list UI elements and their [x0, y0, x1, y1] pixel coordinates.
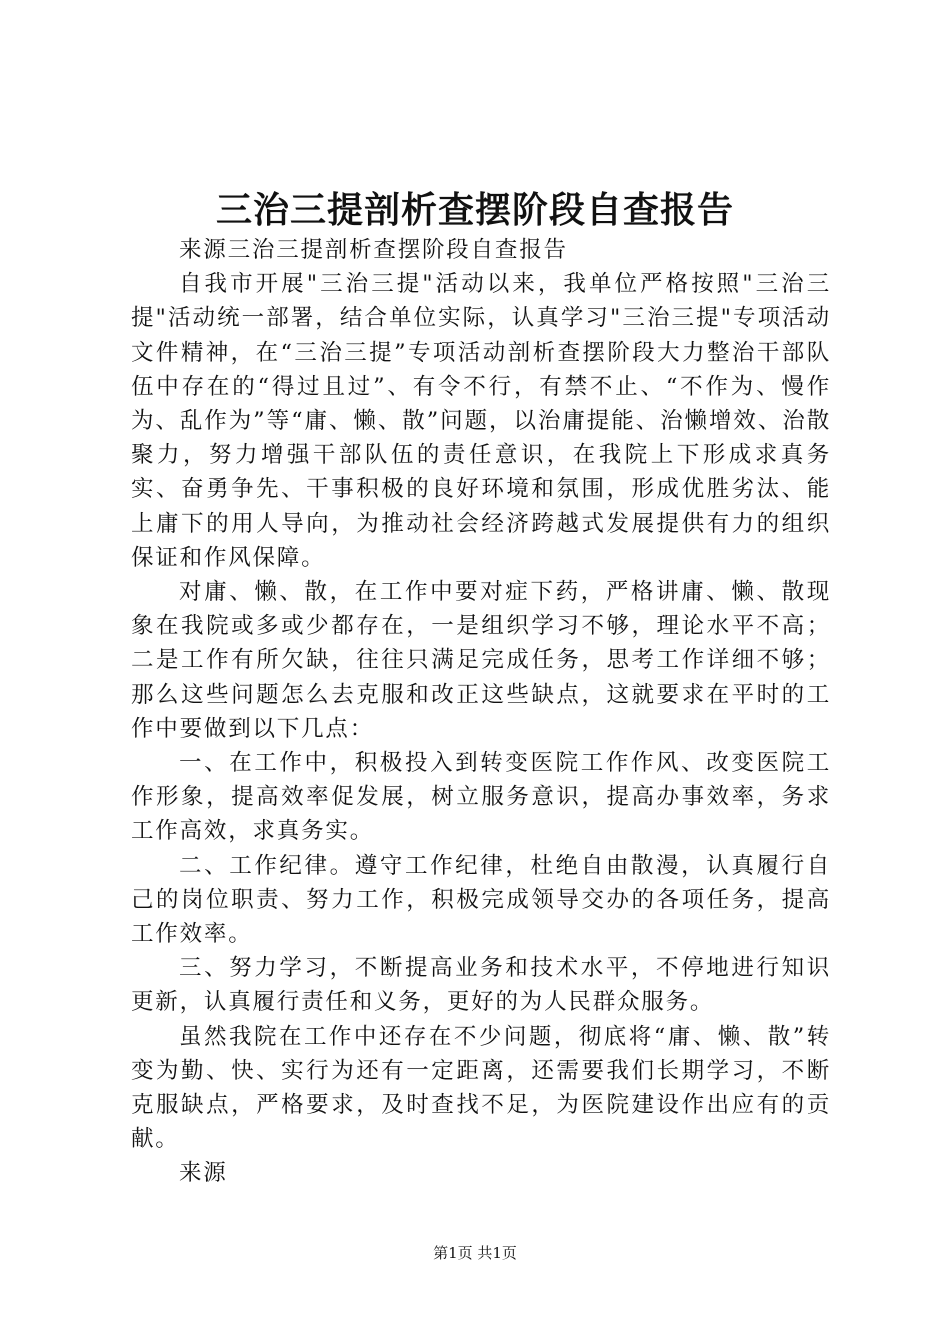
- document-title: 三治三提剖析查摆阶段自查报告: [215, 189, 734, 231]
- paragraph-point-3: 三、努力学习，不断提高业务和技术水平，不停地进行知识更新，认真履行责任和义务，更好的为人民群众服务。: [131, 955, 831, 1016]
- paragraph-point-1: 一、在工作中，积极投入到转变医院工作作风、改变医院工作形象，提高效率促发展，树立服务意识，提高办事效率，务求工作高效，求真务实。: [131, 750, 831, 845]
- paragraph-source: 来源三治三提剖析查摆阶段自查报告: [179, 237, 568, 263]
- paragraph-intro: 自我市开展"三治三提"活动以来，我单位严格按照"三治三提"活动统一部署，结合单位实际，认真学习"三治三提"专项活动文件精神，在“三治三提”专项活动剖析查摆阶段大力整治干部队伍中存在的“得过且过”、有令不行，有禁不止、“不作为、慢作为、乱作为”等“庸、懒、散”问题，以治庸提能、治懒增效、治散聚力，努力增强干部队伍的责任意识，在我院上下形成求真务实、奋勇争先、干事积极的良好环境和氛围，形成优胜劣汰、能上庸下的用人导向，为推动社会经济跨越式发展提供有力的组织保证和作风保障。: [131, 271, 831, 571]
- paragraph-source-end: 来源: [179, 1160, 228, 1187]
- paragraph-problems: 对庸、懒、散，在工作中要对症下药，严格讲庸、懒、散现象在我院或多或少都存在，一是组织学习不够，理论水平不高；二是工作有所欠缺，往往只满足完成任务，思考工作详细不够；那么这些问题怎么去克服和改正这些缺点，这就要求在平时的工作中要做到以下几点：: [131, 579, 831, 742]
- page-footer: 第1页 共1页: [433, 1244, 517, 1262]
- paragraph-point-2: 二、工作纪律。遵守工作纪律，杜绝自由散漫，认真履行自己的岗位职责、努力工作，积极完成领导交办的各项任务，提高工作效率。: [131, 852, 831, 948]
- document-body: [131, 233, 831, 1191]
- paragraph-conclusion: 虽然我院在工作中还存在不少问题，彻底将“庸、懒、散”转变为勤、快、实行为还有一定距离，还需要我们长期学习，不断克服缺点，严格要求，及时查找不足，为医院建设作出应有的贡献。: [131, 1023, 831, 1153]
